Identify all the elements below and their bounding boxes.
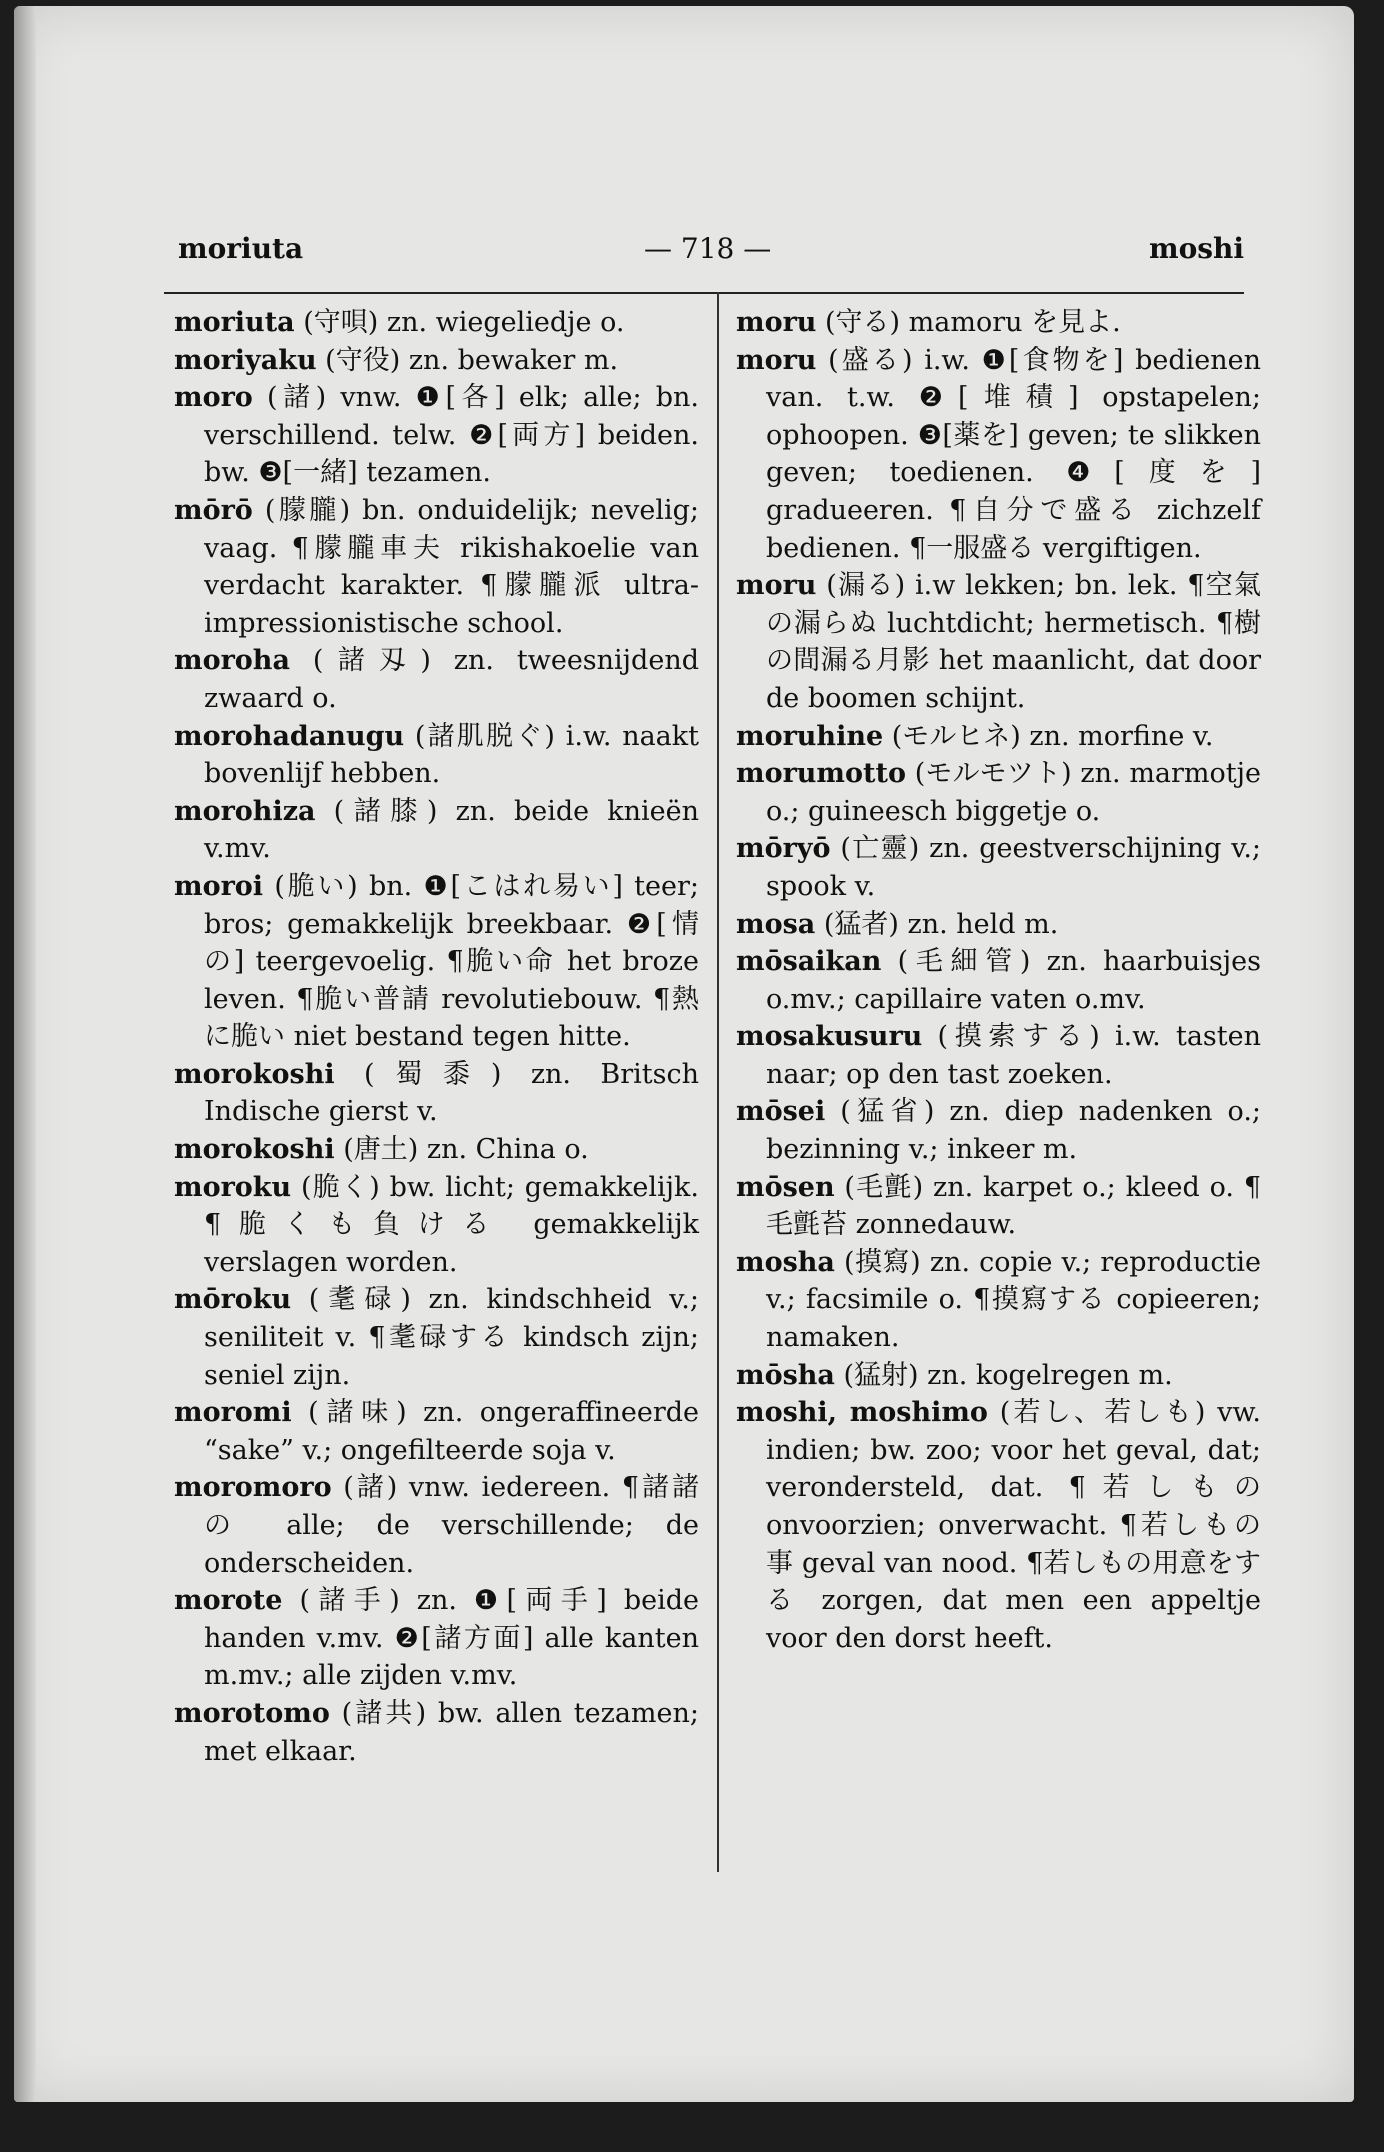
entry-definition: (諸) vnw. iedereen. ¶諸諸の alle; de verschillende; de onderscheiden. bbox=[204, 1472, 699, 1579]
entry-headword: moroha bbox=[174, 645, 290, 677]
entry-definition: (若し、若しも) vw. indien; bw. zoo; voor het geval, dat; verondersteld, dat. ¶若しもの onvoorzien; onverwacht. ¶若しもの事 geval van nood. ¶若しもの用意をする zorgen, dat men een appeltje voor den dorst heeft. bbox=[766, 1397, 1261, 1654]
dictionary-entry bbox=[174, 642, 699, 717]
dictionary-entry bbox=[174, 1169, 699, 1282]
entry-headword: moshi, moshimo bbox=[736, 1397, 988, 1429]
entry-headword: morumotto bbox=[736, 758, 906, 790]
header-right-word: moshi bbox=[1148, 232, 1244, 265]
entry-definition: (脆く) bw. licht; gemakkelijk. ¶脆くも負ける gemakkelijk verslagen worden. bbox=[204, 1171, 699, 1278]
dictionary-entry bbox=[174, 1131, 699, 1169]
entry-definition: (朦朧) bn. onduidelijk; nevelig; vaag. ¶朦朧車夫 rikishakoelie van verdacht karakter. ¶朦朧派 ultra-impressionistische school. bbox=[204, 494, 699, 639]
entry-definition: (諸肌脱ぐ) i.w. naakt bovenlijf hebben. bbox=[204, 720, 699, 790]
entry-definition: (毛細管) zn. haarbuisjes o.mv.; capillaire vaten o.mv. bbox=[766, 946, 1261, 1015]
entry-headword: mōrō bbox=[174, 494, 253, 526]
entry-headword: mosakusuru bbox=[736, 1021, 923, 1053]
entry-headword: moruhine bbox=[736, 720, 884, 752]
dictionary-entry bbox=[736, 1244, 1261, 1357]
entry-definition: (毛氈) zn. karpet o.; kleed o. ¶毛氈苔 zonnedauw. bbox=[766, 1171, 1261, 1241]
entry-definition: (耄碌) zn. kindschheid v.; seniliteit v. ¶耄碌する kindsch zijn; seniel zijn. bbox=[204, 1284, 699, 1391]
dictionary-entry bbox=[736, 830, 1261, 905]
dictionary-entry bbox=[174, 1469, 699, 1582]
entry-definition: (蜀黍) zn. Britsch Indische gierst v. bbox=[204, 1058, 699, 1128]
header-left-word: moriuta bbox=[178, 232, 304, 265]
dictionary-entry bbox=[174, 1695, 699, 1770]
dictionary-entry bbox=[736, 943, 1261, 1018]
page-number: — 718 — bbox=[644, 232, 772, 265]
entry-headword: morote bbox=[174, 1585, 283, 1617]
entry-headword: moriyaku bbox=[174, 344, 317, 376]
entry-headword: moru bbox=[736, 570, 817, 602]
entry-definition: (諸味) zn. ongeraffineerde “sake” v.; ongefilteerde soja v. bbox=[204, 1397, 699, 1466]
page-edge bbox=[14, 6, 36, 2102]
dictionary-entry bbox=[174, 379, 699, 492]
entry-headword: moromi bbox=[174, 1397, 292, 1429]
entry-definition: (諸共) bw. allen tezamen; met elkaar. bbox=[204, 1697, 699, 1767]
dictionary-page bbox=[14, 6, 1354, 2102]
entry-definition: (猛者) zn. held m. bbox=[815, 908, 1059, 940]
entry-headword: mosa bbox=[736, 908, 816, 940]
dictionary-entry bbox=[174, 1582, 699, 1695]
entry-headword: mōsei bbox=[736, 1096, 826, 1128]
entry-headword: moro bbox=[174, 382, 253, 414]
dictionary-entry bbox=[174, 868, 699, 1056]
entry-definition: (諸刄) zn. tweesnijdend zwaard o. bbox=[204, 645, 699, 714]
right-column bbox=[736, 304, 1261, 1657]
entry-definition: (モルモツト) zn. marmotje o.; guineesch biggetje o. bbox=[766, 758, 1261, 827]
entry-headword: morohiza bbox=[174, 795, 316, 827]
entry-definition: (漏る) i.w lekken; bn. lek. ¶空氣の漏らぬ luchtdicht; hermetisch. ¶樹の間漏る月影 het maanlicht, dat door de boomen schijnt. bbox=[766, 570, 1261, 714]
dictionary-entry bbox=[736, 1018, 1261, 1093]
entry-headword: mōroku bbox=[174, 1284, 292, 1316]
entry-definition: (諸) vnw. ❶[各] elk; alle; bn. verschillend. telw. ❷[両方] beiden. bw. ❸[一緒] tezamen. bbox=[204, 382, 699, 489]
entry-headword: mōsen bbox=[736, 1171, 835, 1203]
dictionary-entry bbox=[174, 1056, 699, 1131]
dictionary-entry bbox=[736, 1093, 1261, 1168]
entry-headword: mōsaikan bbox=[736, 946, 882, 978]
entry-definition: (盛る) i.w. ❶[食物を] bedienen van. t.w. ❷[堆積] opstapelen; ophoopen. ❸[薬を] geven; te slikken geven; toedienen. ❹[度を] gradueeren. ¶自分で盛る zichzelf bedienen. ¶一服盛る vergiftigen. bbox=[766, 344, 1261, 564]
entry-definition: (猛省) zn. diep nadenken o.; bezinning v.; inkeer m. bbox=[766, 1096, 1261, 1166]
entry-headword: morokoshi bbox=[174, 1134, 335, 1166]
dictionary-entry bbox=[174, 492, 699, 642]
entry-headword: moroku bbox=[174, 1171, 292, 1203]
dictionary-entry bbox=[174, 1394, 699, 1469]
dictionary-entry bbox=[174, 1281, 699, 1394]
dictionary-entry bbox=[736, 567, 1261, 717]
entry-headword: mōsha bbox=[736, 1359, 835, 1391]
header-rule bbox=[164, 292, 1244, 294]
entry-headword: moriuta bbox=[174, 307, 295, 338]
dictionary-entry bbox=[174, 304, 699, 342]
entry-definition: (モルヒネ) zn. morfine v. bbox=[883, 720, 1214, 752]
entry-definition: (諸膝) zn. beide knieën v.mv. bbox=[204, 795, 699, 865]
dictionary-entry bbox=[174, 342, 699, 380]
entry-headword: morotomo bbox=[174, 1697, 330, 1729]
dictionary-entry bbox=[736, 1394, 1261, 1657]
column-divider bbox=[717, 292, 719, 1872]
entry-definition: (守る) mamoru を見よ. bbox=[816, 307, 1121, 338]
entry-headword: mosha bbox=[736, 1246, 835, 1278]
dictionary-entry bbox=[174, 718, 699, 793]
dictionary-entry bbox=[736, 755, 1261, 830]
dictionary-entry bbox=[736, 342, 1261, 568]
entry-definition: (亡靈) zn. geestverschijning v.; spook v. bbox=[766, 833, 1261, 902]
entry-headword: moromoro bbox=[174, 1472, 332, 1504]
entry-definition: (守唄) zn. wiegeliedje o. bbox=[294, 307, 625, 338]
entry-definition: (守役) zn. bewaker m. bbox=[316, 344, 619, 376]
dictionary-entry bbox=[736, 906, 1261, 944]
entry-definition: (摸寫) zn. copie v.; reproductie v.; facsimile o. ¶摸寫する copieeren; namaken. bbox=[766, 1246, 1261, 1354]
entry-headword: mōryō bbox=[736, 833, 831, 865]
entry-headword: moroi bbox=[174, 870, 264, 902]
left-column bbox=[174, 304, 699, 1770]
entry-definition: (猛射) zn. kogelregen m. bbox=[834, 1359, 1173, 1391]
entry-definition: (脆い) bn. ❶[こはれ易い] teer; bros; gemakkelijk breekbaar. ❷[情の] teergevoelig. ¶脆い命 het broze leven. ¶脆い普請 revolutiebouw. ¶熱に脆い niet bestand tegen hitte. bbox=[204, 870, 699, 1053]
page-header bbox=[164, 232, 1244, 272]
entry-headword: morohadanugu bbox=[174, 720, 405, 752]
entry-definition: (諸手) zn. ❶[両手] beide handen v.mv. ❷[諸方面] alle kanten m.mv.; alle zijden v.mv. bbox=[204, 1585, 699, 1692]
dictionary-entry bbox=[736, 718, 1261, 756]
dictionary-entry bbox=[174, 793, 699, 868]
dictionary-entry bbox=[736, 1169, 1261, 1244]
entry-headword: moru bbox=[736, 307, 817, 338]
entry-headword: moru bbox=[736, 344, 817, 376]
dictionary-entry bbox=[736, 304, 1261, 342]
entry-definition: (摸索する) i.w. tasten naar; op den tast zoeken. bbox=[766, 1021, 1261, 1090]
dictionary-entry bbox=[736, 1357, 1261, 1395]
entry-headword: morokoshi bbox=[174, 1058, 335, 1090]
entry-definition: (唐土) zn. China o. bbox=[334, 1134, 589, 1166]
